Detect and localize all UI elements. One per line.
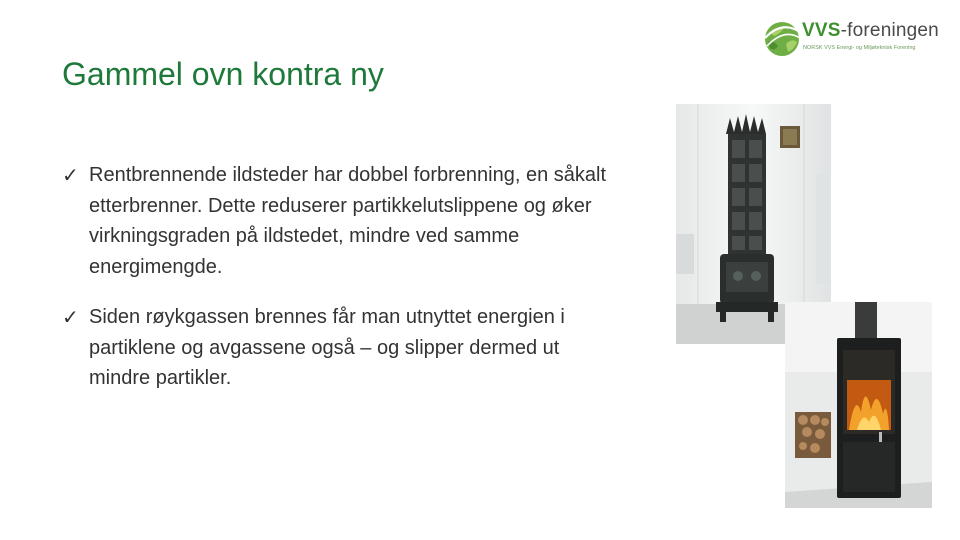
checkmark-icon: ✓ — [62, 163, 79, 187]
bullet-text: Siden røykgassen brennes får man utnyttet energien i partiklene og avgassene også – og slipper dermed ut mindre partikler. — [89, 306, 565, 389]
bullet-list — [62, 160, 622, 414]
globe-logo-icon — [762, 18, 802, 58]
logo-brand-bold: VVS — [802, 20, 841, 41]
logo-wordmark — [802, 20, 939, 42]
checkmark-icon: ✓ — [62, 305, 79, 329]
bullet-text: Rentbrennende ildsteder har dobbel forbrenning, en såkalt etterbrenner. Dette reduserer partikkelutslippene og øker virkningsgraden på ildstedet, mindre ved samme energimengde. — [89, 164, 607, 278]
vvs-foreningen-logo — [762, 18, 942, 60]
logo-tagline: NORSK VVS Energi- og Miljøteknisk Forening — [803, 45, 916, 51]
bullet-item — [62, 302, 622, 394]
slide-title: Gammel ovn kontra ny — [62, 56, 384, 92]
new-stove-photo — [785, 302, 932, 508]
bullet-item — [62, 160, 622, 282]
logo-brand-rest: -foreningen — [840, 20, 939, 41]
